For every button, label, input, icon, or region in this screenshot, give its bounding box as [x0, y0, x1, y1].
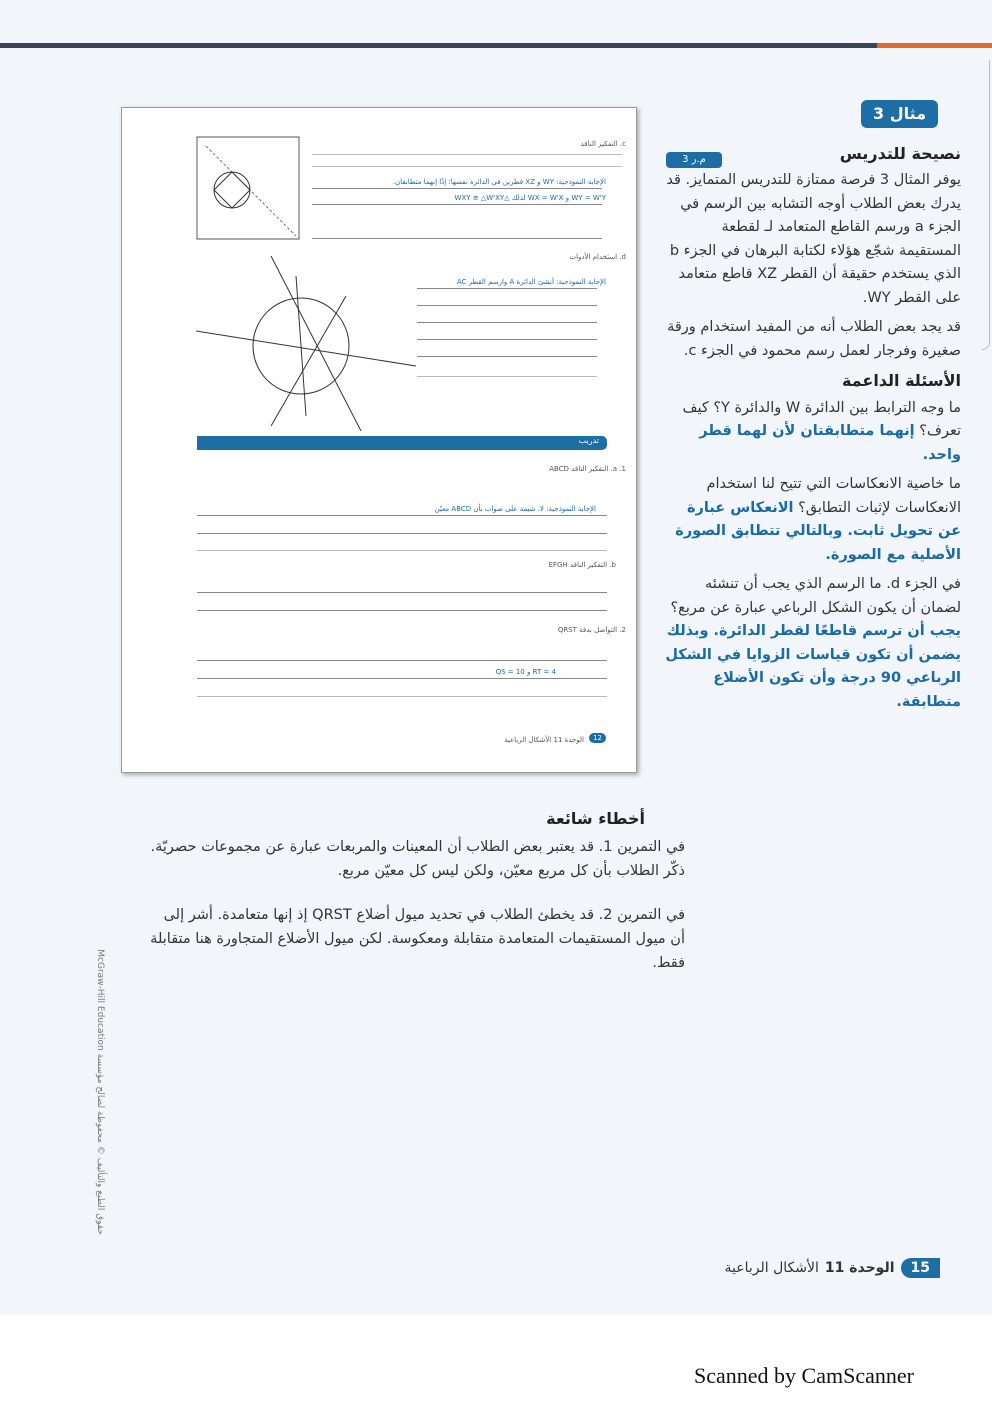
page-number: 15 — [901, 1258, 940, 1278]
page-footer — [700, 1258, 940, 1278]
teaching-tip-p1: يوفر المثال 3 فرصة ممتازة للتدريس المتمايز. قد يدرك بعض الطلاب أوجه التشابه بين الرسم في الجزء a ورسم القاطع المتعامد لـ لقطعة المستقيمة شجّع هؤلاء لكتابة البرهان في الجزء b الذي يستخدم حقيقة أن القطر XZ قاطع متعامد على القطر WY. — [666, 172, 961, 306]
inset-ex2-answer: RT = 4 و QS = 10 — [495, 668, 556, 676]
circle-diagram-d — [196, 256, 416, 431]
inset-ex1: 1. a. التفكير الناقد ABCD — [549, 465, 626, 473]
circle-diagram-c — [196, 136, 300, 240]
mistake-2: في التمرين 2. قد يخطئ الطلاب في تحديد ميول أضلاع QRST إذ إنها متعامدة. أشر إلى أن ميول المستقيمات المتعامدة متقابلة ومعكوسة. لكن ميول الأضلاع المتجاورة هنا متقابلة فقط. — [150, 907, 685, 971]
top-bar — [0, 43, 992, 48]
inset-ex1b: b. التفكير الناقد EFGH — [548, 561, 616, 569]
answer-2: الانعكاس عبارة عن تحويل ثابت. وبالتالي تتطابق الصورة الأصلية مع الصورة. — [675, 499, 961, 563]
footer-title: الأشكال الرباعية — [724, 1260, 819, 1276]
teaching-tip-p2: قد يجد بعض الطلاب أنه من المفيد استخدام ورقة صغيرة وفرجار لعمل رسم محمود في الجزء c. — [667, 319, 961, 359]
inset-footer-text: الوحدة 11 الأشكال الرباعية — [504, 736, 584, 744]
inset-page-number: 12 — [589, 733, 606, 743]
margin-border — [982, 60, 990, 350]
questions-title: الأسئلة الداعمة — [841, 371, 961, 390]
mistakes-title: أخطاء شائعة — [546, 809, 645, 828]
answer-3: يجب أن ترسم قاطعًا لقطر الدائرة. وبذلك يضمن أن تكون قياسات الزوايا في الشكل الرباعي 90 درجة وأن تكون الأضلاع متطابقة. — [665, 623, 961, 710]
footer-unit: الوحدة 11 — [824, 1260, 895, 1276]
answer-1: إنهما متطابقتان لأن لهما قطر واحد. — [699, 423, 961, 463]
inset-c-answer: الإجابة النموذجية: WY و XZ قطرين في الدائرة نفسها؛ إذًا إنهما متطابقان. — [392, 178, 606, 186]
right-column — [665, 100, 961, 720]
question-3: في الجزء d. ما الرسم الذي يجب أن تنشئه لضمان أن يكون الشكل الرباعي عبارة عن مربع؟ — [670, 576, 961, 616]
practice-band: تدريب — [197, 436, 607, 450]
scanner-watermark: Scanned by CamScanner — [694, 1363, 914, 1388]
question-1: ما وجه الترابط بين الدائرة W والدائرة Y؟ كيف تعرف؟ — [682, 399, 961, 439]
mistake-1: في التمرين 1. قد يعتبر بعض الطلاب أن المعينات والمربعات عبارة عن مجموعات حصريّة. ذكّر الطلاب بأن كل مربع معيّن، ولكن ليس كل معيّن مربع. — [150, 839, 685, 879]
common-mistakes — [150, 803, 685, 981]
mr-badge: م.ر 3 — [666, 152, 722, 168]
inset-ex2: 2. التواصل بدقة QRST — [557, 626, 626, 634]
inset-ex1-answer: الإجابة النموذجية: لا. شيمة على صواب بأن ABCD معيّن — [434, 505, 596, 513]
example-badge: مثال 3 — [861, 100, 938, 128]
teaching-tip-title: نصيحة للتدريس — [839, 143, 961, 163]
inset-d-answer: الإجابة النموذجية: أنشئ الدائرة A وارسم القطر AC — [456, 278, 606, 286]
inset-c-answer2: WY = W'Y و WX = W'X لذلك △WXY ≅ △W'XY — [454, 194, 606, 202]
copyright: حقوق الطبع والتأليف © محفوظة لصالح مؤسسة McGraw-Hill Education — [95, 949, 105, 1235]
inset-d-label: d. استخدام الأدوات — [569, 253, 626, 261]
inset-c-label: c. التفكير الناقد — [580, 140, 626, 148]
student-page-thumbnail — [121, 107, 637, 773]
question-2: ما خاصية الانعكاسات التي تتيح لنا استخدام الانعكاسات لإثبات التطابق؟ — [706, 476, 961, 516]
